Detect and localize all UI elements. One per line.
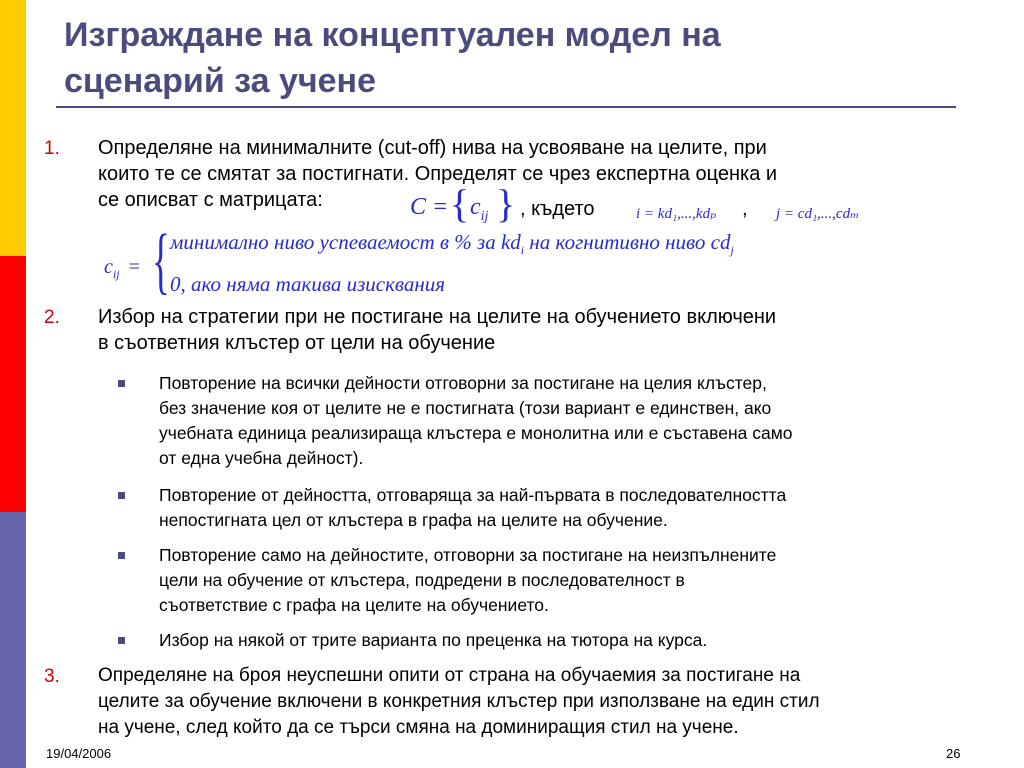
item-1-line-1: Определяне на минималните (cut-off) нива на усвояване на целите, при xyxy=(98,137,767,159)
matrix-element: $c_{ij}$ xyxy=(470,194,489,224)
where-text: , където xyxy=(520,198,595,220)
matrix-lhs: C = xyxy=(410,194,449,220)
item-number-2: 2. xyxy=(44,307,60,328)
item-3-text xyxy=(98,663,1008,741)
matrix-brace-open: { xyxy=(450,181,470,226)
item-2-text xyxy=(98,304,998,356)
item-1-line-3: се описват с матрицата: xyxy=(98,189,323,211)
side-bar-blue xyxy=(0,512,26,768)
piecewise-brace: { xyxy=(152,220,170,302)
subitem-1-line-4: от една учебна дейност). xyxy=(159,448,364,468)
subitem-3-line-2: цели на обучение от клъстера, подредени в последователност в xyxy=(159,570,685,590)
bullet-icon xyxy=(118,380,125,387)
side-bar-red xyxy=(0,256,26,512)
item-1-line-2: които те се смятат за постигнати. Определят се чрез експертна оценка и xyxy=(98,163,778,185)
case-2: 0, ако няма такива изисквания xyxy=(170,272,446,296)
i-range: i = kd₁,...,kdₚ xyxy=(636,206,717,222)
subitem-3-line-1: Повторение само на дейностите, отговорни за постигане на неизпълнените xyxy=(159,545,777,565)
item-2-line-1: Избор на стратегии при не постигане на целите на обучението включени xyxy=(98,306,777,328)
subitem-2-line-2: непостигната цел от клъстера в графа на целите на обучение. xyxy=(159,510,668,530)
subitem-4-line-1: Избор на някой от трите варианта по преценка на тютора на курса. xyxy=(159,630,708,650)
title-line-1: Изграждане на концептуален модел на xyxy=(64,16,721,54)
subitem-3 xyxy=(159,543,1009,618)
subitem-2-line-1: Повторение от дейността, отговаряща за най-първата в последователността xyxy=(159,485,787,505)
subitem-1-line-2: без значение коя от целите не е постигната (този вариант е единствен, ако xyxy=(159,398,772,418)
title-divider xyxy=(56,106,956,108)
item-3-line-1: Определяне на броя неуспешни опити от страна на обучаемия за постигане на xyxy=(98,665,801,686)
item-number-3: 3. xyxy=(44,666,60,687)
subitem-4 xyxy=(159,628,1009,653)
subitem-1-line-3: учебната единица реализираща клъстера е монолитна или е съставена само xyxy=(159,423,793,443)
item-number-1: 1. xyxy=(44,138,60,159)
subitem-3-line-3: съответствие с графа на целите на обучението. xyxy=(159,595,549,615)
slide-title xyxy=(64,12,964,104)
side-bar-yellow xyxy=(0,0,26,256)
subitem-2 xyxy=(159,483,1009,533)
matrix-formula xyxy=(410,194,448,221)
item-3-line-2: целите за обучение включени в конкретния клъстер при използване на един стил xyxy=(98,691,820,712)
matrix-brace-close: } xyxy=(496,181,516,226)
case-1: минимално ниво успеваемост в % за $kd_i$ на когнитивно ниво $cd_j$ xyxy=(170,230,734,258)
j-range: j = cd₁,...,cdₘ xyxy=(776,206,860,222)
cij-lhs: $c_{ij}$ = xyxy=(104,256,140,281)
i-range-comma: , xyxy=(742,198,748,220)
bullet-icon xyxy=(118,637,125,644)
item-3-line-3: на учене, след който да се търси смяна на доминиращия стил на учене. xyxy=(98,717,739,738)
item-2-line-2: в съответния клъстер от цели на обучение xyxy=(98,332,496,354)
bullet-icon xyxy=(118,492,125,499)
bullet-icon xyxy=(118,552,125,559)
footer-date: 19/04/2006 xyxy=(46,746,112,761)
title-line-2: сценарий за учене xyxy=(64,62,376,100)
subitem-1-line-1: Повторение на всички дейности отговорни за постигане на целия клъстер, xyxy=(159,373,767,393)
page-number: 26 xyxy=(946,746,961,761)
subitem-1 xyxy=(159,371,1009,471)
